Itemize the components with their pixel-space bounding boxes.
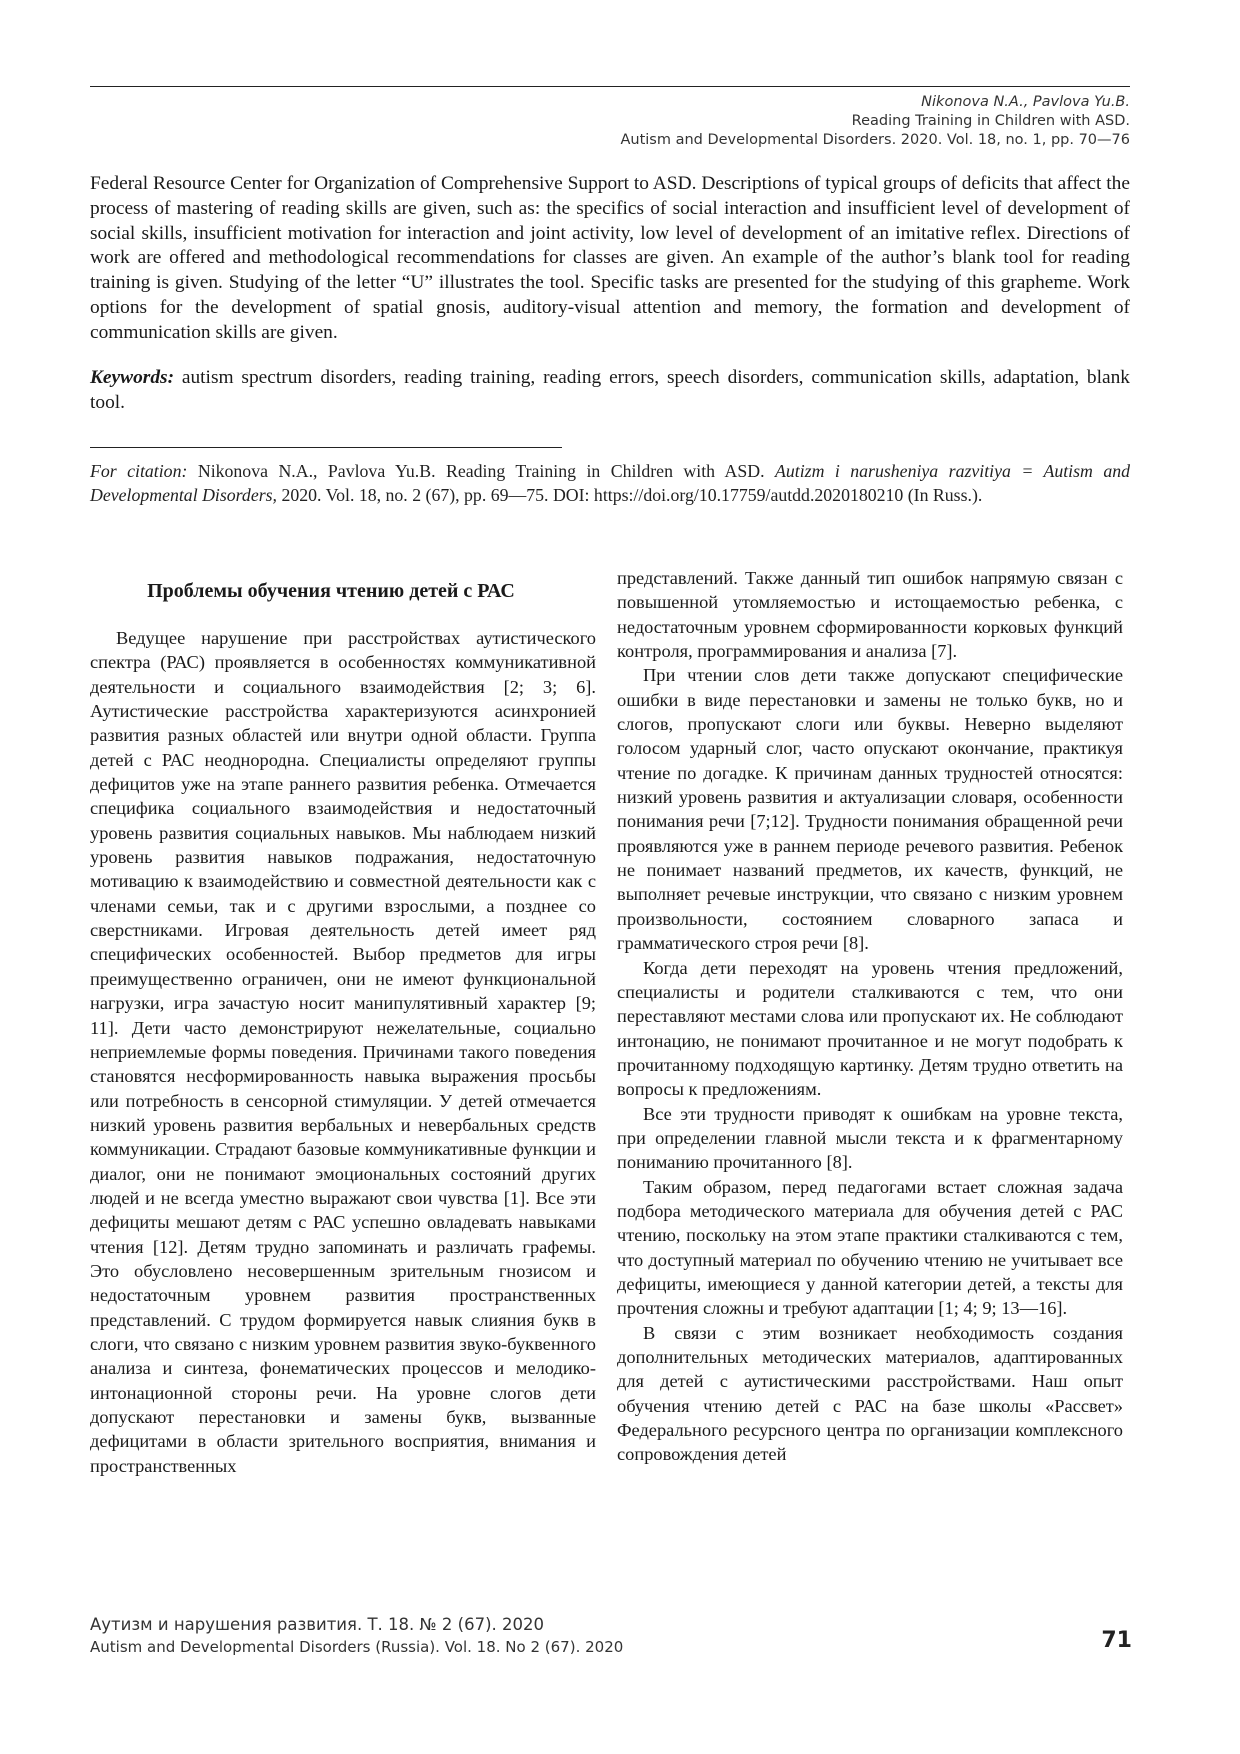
footer-journal-ru: Аутизм и нарушения развития. Т. 18. № 2 (67). 2020 xyxy=(90,1615,544,1634)
page-number: 71 xyxy=(1101,1628,1132,1653)
running-head xyxy=(90,86,1130,150)
paragraph: В связи с этим возникает необходимость создания дополнительных методических материалов, адаптированных для детей с аутистическими расстройствами. Наш опыт обучения чтению детей с РАС на базе школы «Рассвет» Федерального ресурсного центра по организации комплексного сопровождения детей xyxy=(617,1322,1123,1465)
footer-journal-en: Autism and Developmental Disorders (Russia). Vol. 18. No 2 (67). 2020 xyxy=(90,1638,624,1656)
running-head-title: Reading Training in Children with ASD. xyxy=(851,113,1130,129)
footer-journal xyxy=(90,1613,790,1658)
running-head-journal: Autism and Developmental Disorders. 2020. Vol. 18, no. 1, pp. 70—76 xyxy=(620,132,1130,148)
running-head-authors: Nikonova N.A., Pavlova Yu.B. xyxy=(921,94,1130,110)
paragraph: При чтении слов дети также допускают специфические ошибки в виде перестановки и замены не только букв, но и слогов, пропускают слоги или буквы. Неверно выделяют голосом ударный слог, часто опускают окончание, практикуя чтение по догадке. К причинам данных трудностей относятся: низкий уровень развития и актуализации словаря, особенности понимания речи [7;12]. Трудности понимания обращенной речи проявляются уже в раннем периоде речевого развития. Ребенок не понимает названий предметов, их качеств, функций, не выполняет речевые инструкции, что связано с низким уровнем произвольности, состоянием словарного запаса и грамматического строя речи [8]. xyxy=(617,665,1123,954)
paragraph: Когда дети переходят на уровень чтения предложений, специалисты и родители сталкиваются с тем, что они переставляют местами слова или пропускают их. Не соблюдают интонацию, не понимают прочитанное и не могут подобрать к прочитанному подходящую картинку. Детям трудно ответить на вопросы к предложениям. xyxy=(617,957,1123,1100)
paragraph: Ведущее нарушение при расстройствах аутистического спектра (РАС) проявляется в особенностях коммуникативной деятельности и социального взаимодействия [2; 3; 6]. Аутистические расстройства характеризуются асинхронией развития разных областей или внутри одной области. Группа детей с РАС неоднородна. Специалисты определяют группы дефицитов уже на этапе раннего развития ребенка. Отмечается специфика социального взаимодействия и недостаточный уровень развития социальных навыков. Мы наблюдаем низкий уровень развития навыков подражания, недостаточную мотивацию к взаимодействию и совместной деятельности как с членами семьи, так и с другими взрослыми, а позднее со сверстниками. Игровая деятельность детей имеет ряд специфических особенностей. Выбор предметов для игры преимущественно ограничен, они не имеют функциональной нагрузки, игра зачастую носит манипулятивный характер [9; 11]. Дети часто демонстрируют нежелательные, социально неприемлемые формы поведения. Причинами такого поведения становятся несформированность навыка выражения просьбы или потребность в сенсорной стимуляции. У детей отмечается низкий уровень развития вербальных и невербальных средств коммуникации. Страдают базовые коммуникативные функции и диалог, они не понимают эмоциональных состояний других людей и не всегда уместно выражают свои чувства [1]. Все эти дефициты мешают детям с РАС успешно овладевать навыками чтения [12]. Детям трудно запоминать и различать графемы. Это обусловлено несовершенным зрительным гнозисом и недостаточным уровнем развития пространственных представлений. С трудом формируется навык слияния букв в слоги, что связано с низким уровнем развития звуко-буквенного анализа и синтеза, фонематических процессов и мелодико-интонационной стороны речи. На уровне слогов дети допускают перестановки и замены букв, вызванные дефицитами в области зрительного восприятия, внимания и пространственных xyxy=(90,628,596,1476)
keywords-label: Keywords: xyxy=(90,367,175,388)
keywords xyxy=(90,366,1130,416)
section-title: Проблемы обучения чтению детей с РАС xyxy=(147,580,515,602)
paragraph: Таким образом, перед педагогами встает сложная задача подбора методического материала для обучения детей с РАС чтению, поскольку на этом этапе практики сталкиваются с тем, что доступный материал по обучению чтению не учитывает все дефициты, имеющиеся у данной категории детей, а тексты для прочтения сложны и требуют адаптации [1; 4; 9; 13—16]. xyxy=(617,1176,1123,1319)
citation-label: For citation: xyxy=(90,461,188,481)
paragraph: Все эти трудности приводят к ошибкам на уровне текста, при определении главной мысли текста и к фрагментарному пониманию прочитанного [8]. xyxy=(617,1103,1123,1173)
citation-authors: Nikonova N.A., Pavlova Yu.B. Reading Training in Children with ASD. xyxy=(187,461,776,481)
abstract-text: Federal Resource Center for Organization of Comprehensive Support to ASD. Descriptions of typical groups of deficits that affect the process of mastering of reading skills are given, such as: the specifics of social interaction and insufficient level of development of social skills, insufficient motivation for interaction and joint activity, low level of development of an imitative reflex. Directions of work are offered and methodological recommendations for classes are given. An example of the author’s blank tool for reading training is given. Studying of the letter “U” illustrates the tool. Specific tasks are presented for the studying of this grapheme. Work options for the development of spatial gnosis, auditory-visual attention and memory, the formation and development of communication skills are given. xyxy=(90,173,1130,343)
citation-details: 2020. Vol. 18, no. 2 (67), pp. 69—75. DOI: https://doi.org/10.17759/autdd.2020180210 (In Russ.). xyxy=(277,484,983,505)
citation xyxy=(90,460,1130,507)
keywords-text: autism spectrum disorders, reading training, reading errors, speech disorders, communication skills, adaptation, blank tool. xyxy=(90,367,1130,413)
right-column xyxy=(617,566,1123,1467)
left-column xyxy=(90,568,596,1478)
citation-journal: Autizm i narusheniya razvitiya = Autism and Developmental Disorders, xyxy=(90,461,1131,505)
citation-divider xyxy=(90,447,562,448)
paragraph: представлений. Также данный тип ошибок напрямую связан с повышенной утомляемостью и истощаемостью ребенка, с недостаточным уровнем сформированности корковых функций контроля, программирования и анализа [7]. xyxy=(617,568,1123,662)
